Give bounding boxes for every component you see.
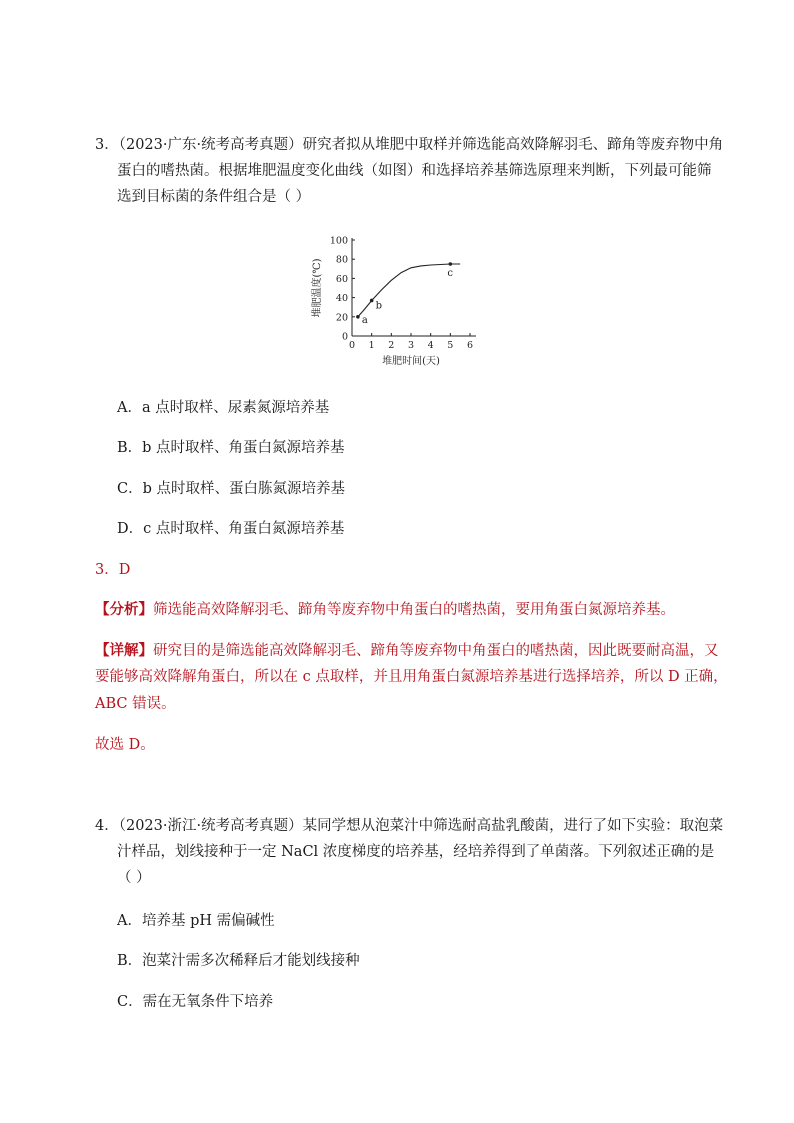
q3-stem-line-2: 蛋白的嗜热菌。根据堆肥温度变化曲线（如图）和选择培养基筛选原理来判断，下列最可能筛: [117, 163, 712, 179]
detail-tag: 【详解】: [95, 642, 153, 659]
y-axis-label: 堆肥温度(℃): [312, 258, 323, 318]
y-tick-label: 20: [335, 312, 348, 324]
x-tick-label: 5: [447, 340, 454, 351]
temperature-chart: [300, 228, 500, 376]
q4-option-a: A．培养基 pH 需偏碱性: [117, 913, 275, 929]
point-b: [370, 299, 374, 303]
q4-stem-line-1: 4．（2023·浙江·统考高考真题）某同学想从泡菜汁中筛选耐高盐乳酸菌，进行了如下实验：取泡菜: [95, 818, 724, 834]
analysis-text: 筛选能高效降解羽毛、蹄角等废弃物中角蛋白的嗜热菌，要用角蛋白氮源培养基。: [153, 602, 675, 618]
q3-option-c: C．b 点时取样、蛋白胨氮源培养基: [117, 481, 345, 497]
q4-stem-line-2: 汁样品，划线接种于一定 NaCl 浓度梯度的培养基，经培养得到了单菌落。下列叙述正确的是: [117, 844, 715, 860]
temperature-curve: [358, 264, 460, 317]
q3-detail-line-2: 要能够高效降解角蛋白，所以在 c 点取样，并且用角蛋白氮源培养基进行选择培养，所以 D 正确，: [95, 669, 728, 685]
q4-option-c: C．需在无氧条件下培养: [117, 994, 274, 1010]
q3-stem-line-1: 3．（2023·广东·统考高考真题）研究者拟从堆肥中取样并筛选能高效降解羽毛、蹄角等废弃物中角: [95, 137, 724, 153]
q4-stem-line-3: （ ）: [117, 870, 151, 886]
y-tick-label: 100: [329, 235, 348, 247]
x-tick-label: 3: [407, 340, 415, 351]
y-tick-label: 0: [341, 331, 348, 343]
point-c: [449, 262, 453, 266]
q3-stem-line-3: 选到目标菌的条件组合是（ ）: [117, 189, 311, 205]
x-axis-label: 堆肥时间(天): [382, 356, 440, 367]
q3-option-b: B．b 点时取样、角蛋白氮源培养基: [117, 440, 345, 456]
q4-option-b: B．泡菜汁需多次稀释后才能划线接种: [117, 953, 360, 969]
x-tick-label: 4: [427, 340, 434, 351]
x-tick-label: 6: [466, 340, 474, 351]
point-a: [356, 315, 360, 319]
x-tick-label: 2: [388, 340, 395, 351]
q3-detail-line-1: [95, 639, 719, 660]
x-tick-label: 1: [368, 340, 375, 351]
x-tick-label: 0: [348, 340, 356, 351]
y-tick-label: 60: [335, 273, 348, 285]
y-tick-label: 40: [335, 293, 348, 305]
q3-answer: 3．D: [95, 562, 131, 578]
q3-option-a: A．a 点时取样、尿素氮源培养基: [117, 400, 330, 416]
y-tick-label: 80: [335, 254, 348, 266]
analysis-tag: 【分析】: [95, 601, 153, 618]
point-label-a: a: [361, 314, 368, 326]
point-label-b: b: [375, 300, 383, 312]
q3-option-d: D．c 点时取样、角蛋白氮源培养基: [117, 521, 345, 537]
detail-text-1: 研究目的是筛选能高效降解羽毛、蹄角等废弃物中角蛋白的嗜热菌，因此既要耐高温，又: [153, 643, 719, 659]
q3-analysis: [95, 598, 675, 619]
q3-detail-line-3: ABC 错误。: [95, 696, 176, 712]
point-label-c: c: [447, 268, 453, 279]
q3-conclusion: 故选 D。: [95, 737, 155, 753]
